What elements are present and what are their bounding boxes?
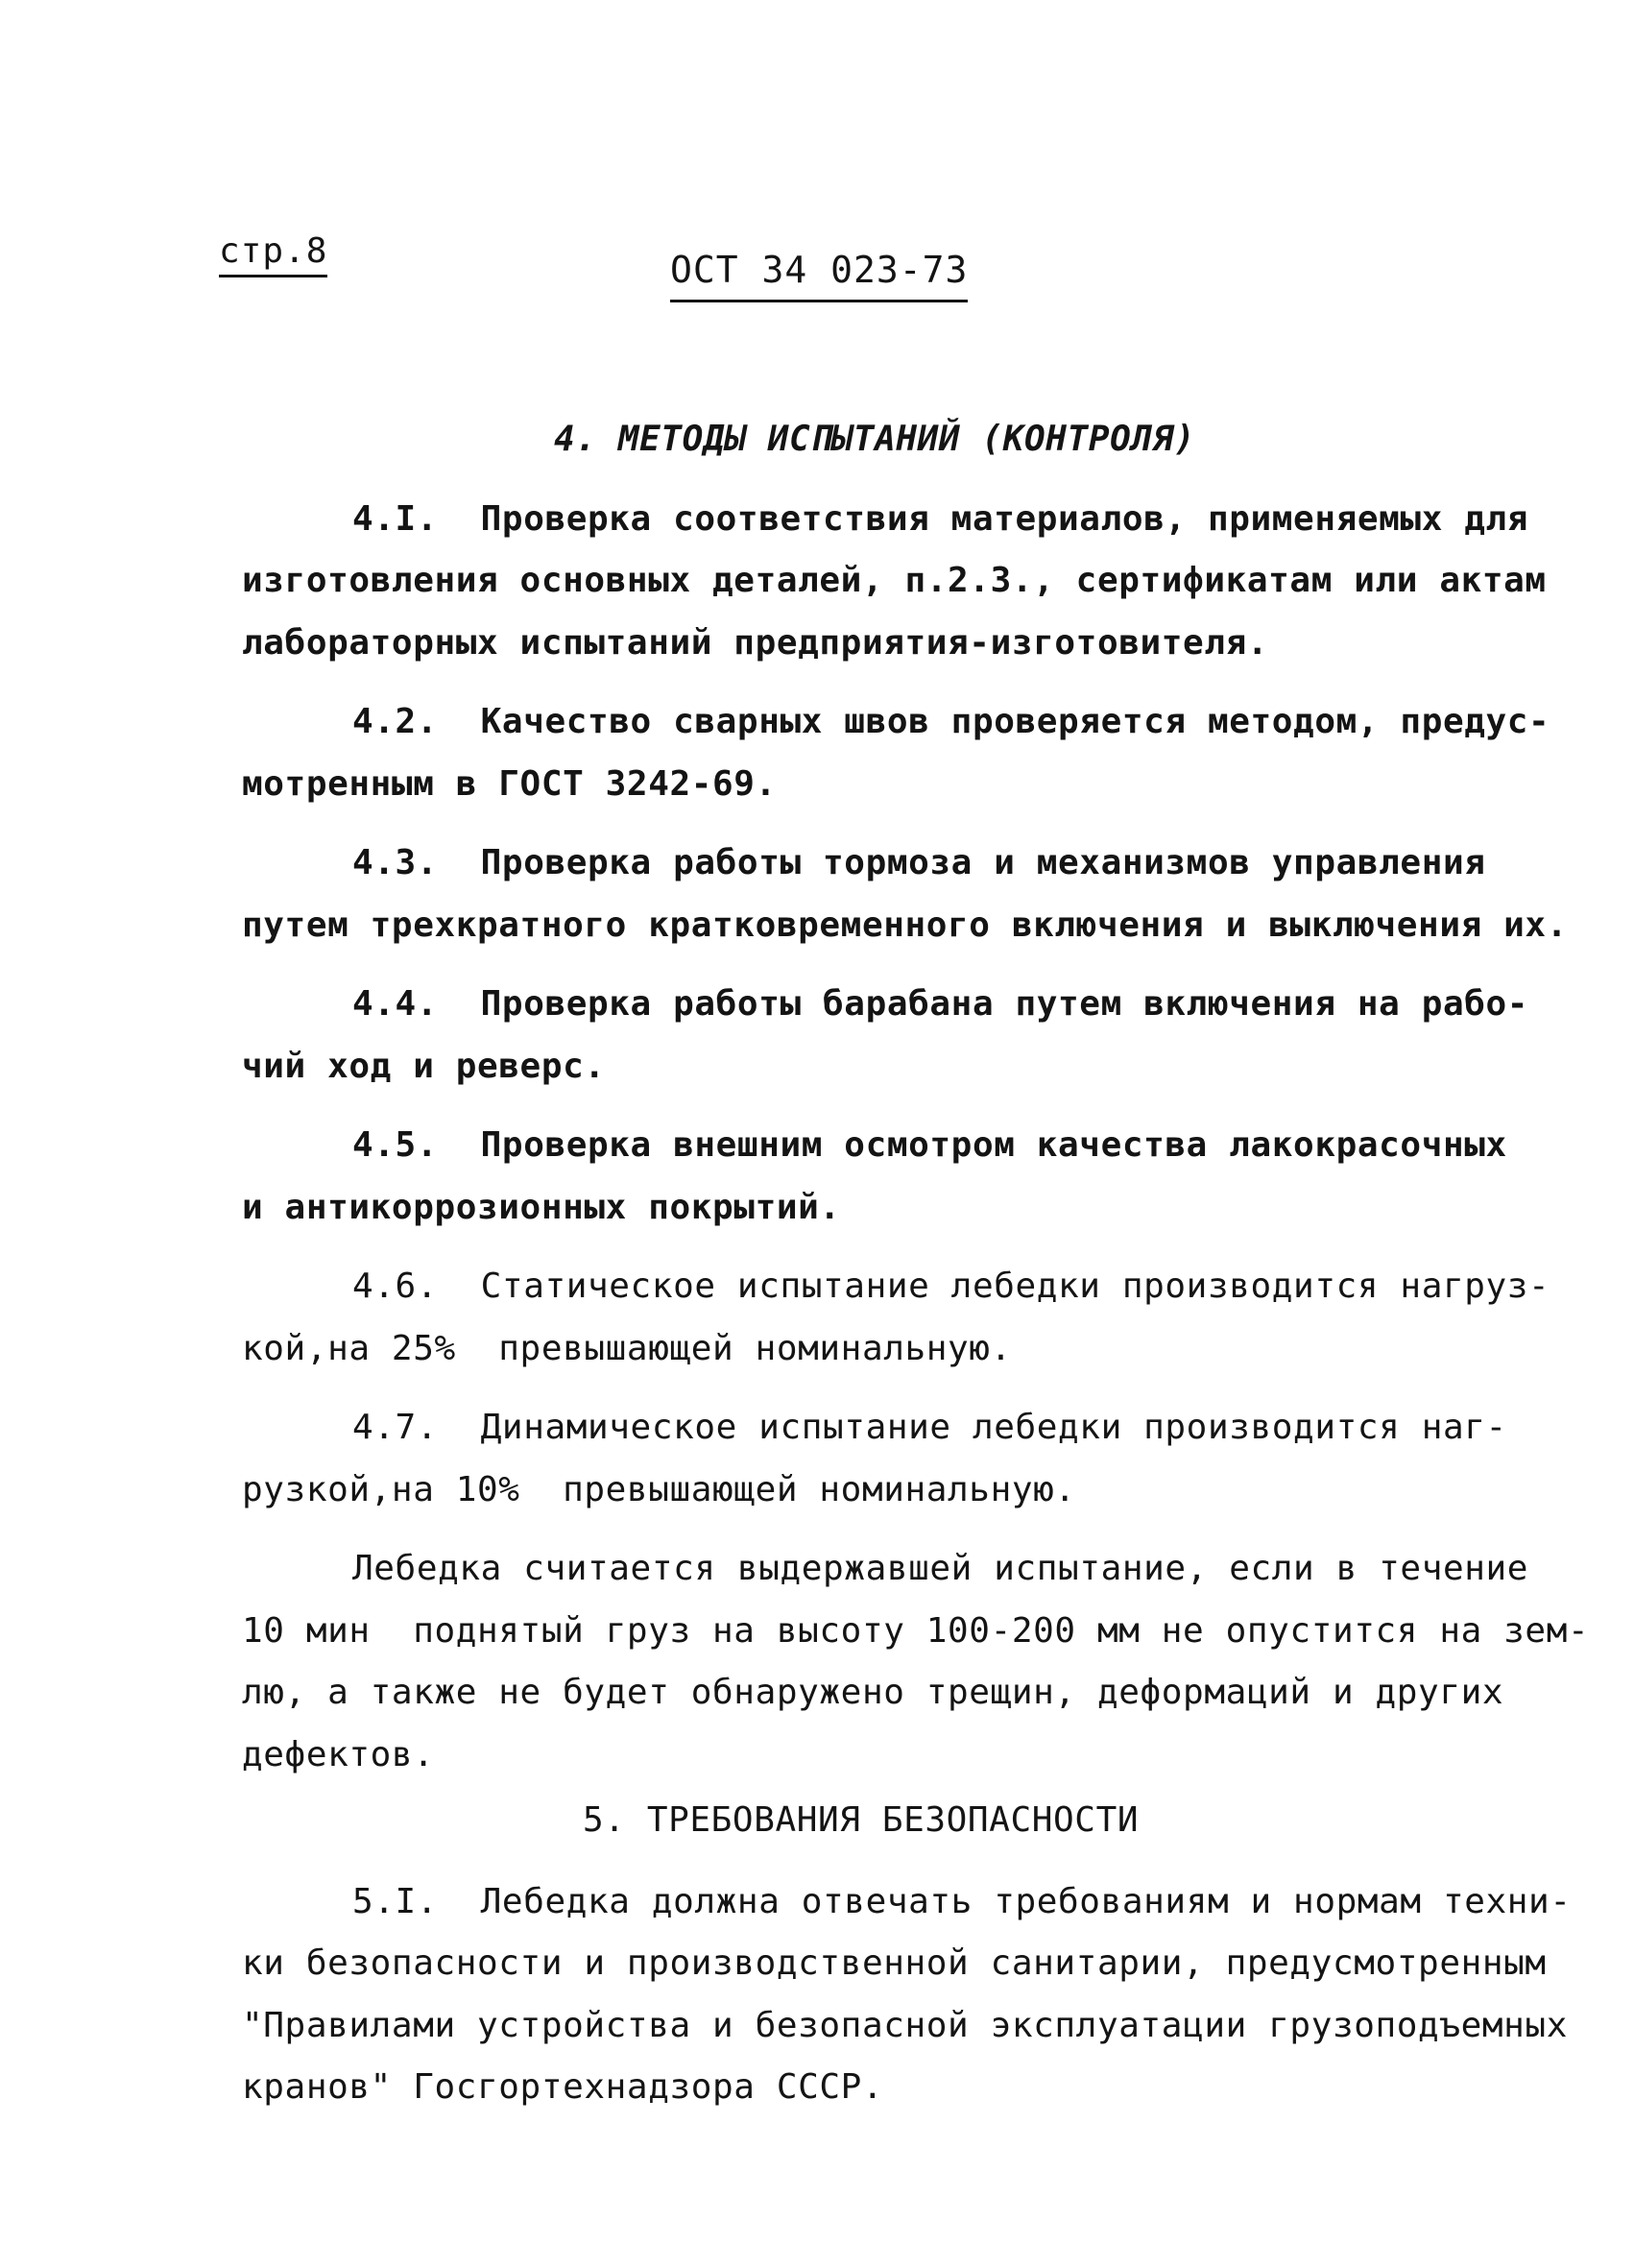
paragraph-5-1-line: "Правилами устройства и безопасной эксплуатации грузоподъемных — [242, 2005, 1568, 2045]
paragraph-4-3-line: путем трехкратного кратковременного включения и выключения их. — [242, 905, 1568, 945]
paragraph-4-2-line: мотренным в ГОСТ 3242-69. — [242, 763, 777, 804]
paragraph-test-line: лю, а также не будет обнаружено трещин, деформаций и других — [242, 1673, 1504, 1712]
paragraph-4-6-line: кой,на 25% превышающей номинальную. — [242, 1328, 1012, 1368]
paragraph-5-1-line: ки безопасности и производственной санитарии, предусмотренным — [242, 1943, 1547, 1983]
section-4-heading: 4. МЕТОДЫ ИСПЫТАНИЙ (КОНТРОЛЯ) — [554, 420, 1196, 459]
page-number: стр.8 — [219, 234, 327, 277]
standard-number: ОСТ 34 023-73 — [670, 252, 968, 302]
paragraph-4-4-line: 4.4. Проверка работы барабана путем включения на рабо- — [352, 984, 1529, 1024]
paragraph-4-5-line: и антикоррозионных покрытий. — [242, 1187, 841, 1227]
paragraph-4-1-line: изготовления основных деталей, п.2.3., сертификатам или актам — [242, 561, 1547, 600]
paragraph-4-5-line: 4.5. Проверка внешним осмотром качества лакокрасочных — [352, 1125, 1507, 1165]
paragraph-4-7-line: 4.7. Динамическое испытание лебедки производится наг- — [352, 1408, 1507, 1447]
paragraph-test-line: Лебедка считается выдержавшей испытание, если в течение — [352, 1549, 1529, 1588]
paragraph-4-1-line: лабораторных испытаний предприятия-изготовителя. — [242, 622, 1269, 663]
paragraph-4-6-line: 4.6. Статическое испытание лебедки производится нагруз- — [352, 1267, 1550, 1306]
section-5-heading: 5. ТРЕБОВАНИЯ БЕЗОПАСНОСТИ — [583, 1800, 1140, 1840]
document-body — [242, 409, 1590, 2119]
paragraph-5-1-line: кранов" Госгортехнадзора СССР. — [242, 2067, 884, 2107]
paragraph-4-1-line: 4.I. Проверка соответствия материалов, применяемых для — [352, 498, 1529, 539]
paragraph-4-3-line: 4.3. Проверка работы тормоза и механизмов управления — [352, 843, 1486, 882]
paragraph-test-line: дефектов. — [242, 1734, 435, 1774]
paragraph-test-line: 10 мин поднятый груз на высоту 100-200 мм не опустится на зем- — [242, 1610, 1590, 1651]
paragraph-4-2-line: 4.2. Качество сварных швов проверяется методом, предус- — [352, 702, 1550, 741]
paragraph-4-7-line: рузкой,на 10% превышающей номинальную. — [242, 1469, 1076, 1509]
paragraph-5-1-line: 5.I. Лебедка должна отвечать требованиям и нормам техни- — [352, 1881, 1572, 1921]
paragraph-4-4-line: чий ход и реверс. — [242, 1046, 606, 1086]
